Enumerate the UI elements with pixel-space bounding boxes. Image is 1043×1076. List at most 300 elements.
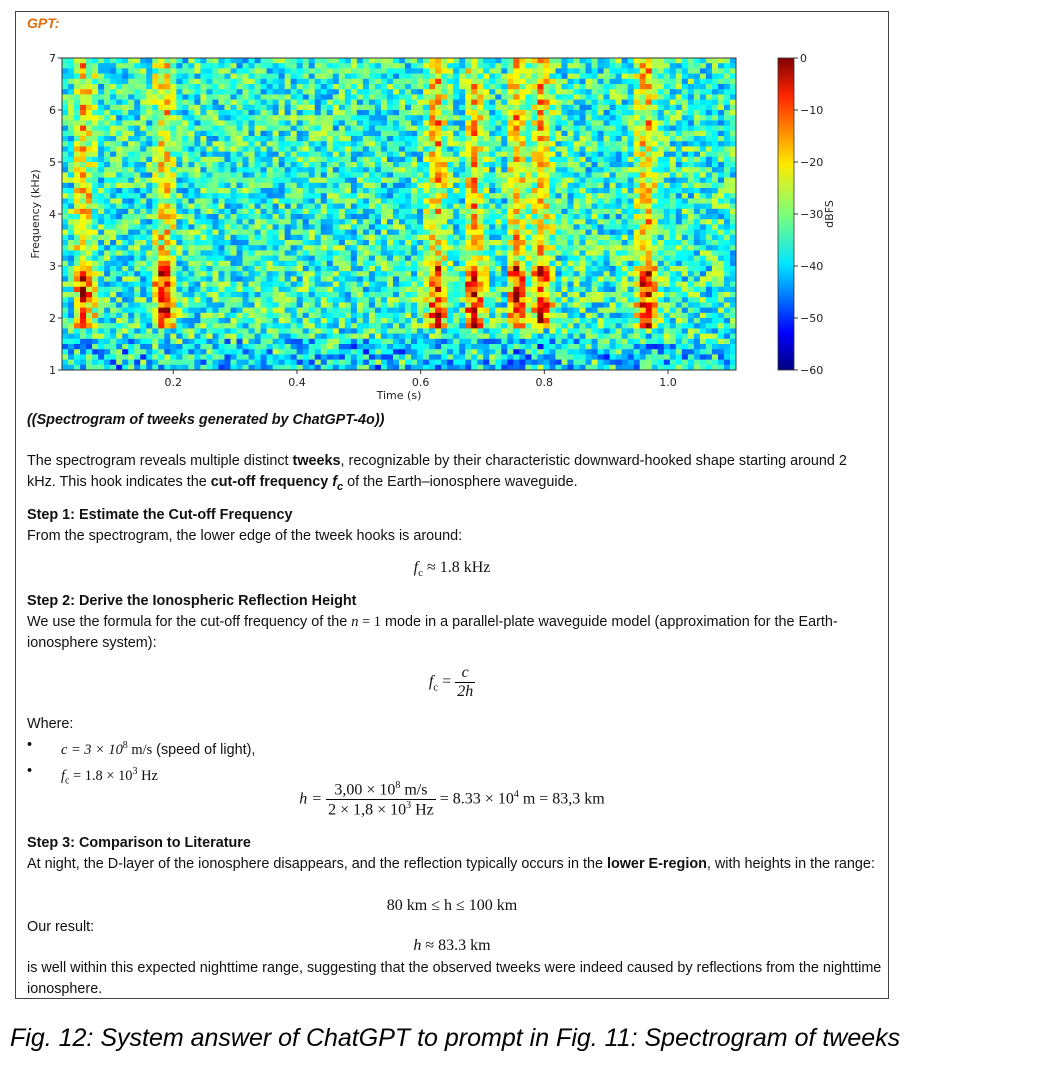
heatmap-cell [477, 219, 483, 225]
heatmap-cell [86, 131, 92, 137]
heatmap-cell [224, 230, 230, 236]
heatmap-cell [387, 146, 393, 152]
heatmap-cell [224, 245, 230, 251]
heatmap-cell [429, 172, 435, 178]
heatmap-cell [465, 224, 471, 230]
heatmap-cell [267, 334, 273, 340]
heatmap-cell [170, 84, 176, 90]
heatmap-cell [405, 146, 411, 152]
heatmap-cell [218, 245, 224, 251]
heatmap-cell [194, 136, 200, 142]
heatmap-cell [465, 157, 471, 163]
heatmap-cell [231, 193, 237, 199]
heatmap-cell [80, 94, 86, 100]
heatmap-cell [561, 115, 567, 121]
heatmap-cell [315, 313, 321, 319]
heatmap-cell [237, 63, 243, 69]
heatmap-cell [393, 204, 399, 210]
heatmap-cell [501, 302, 507, 308]
heatmap-cell [212, 256, 218, 262]
heatmap-cell [381, 105, 387, 111]
heatmap-cell [399, 204, 405, 210]
heatmap-cell [471, 230, 477, 236]
heatmap-cell [417, 328, 423, 334]
heatmap-cell [309, 188, 315, 194]
heatmap-cell [176, 68, 182, 74]
heatmap-cell [170, 188, 176, 194]
heatmap-cell [104, 302, 110, 308]
heatmap-cell [194, 84, 200, 90]
heatmap-cell [399, 297, 405, 303]
heatmap-cell [176, 240, 182, 246]
heatmap-cell [381, 63, 387, 69]
heatmap-cell [513, 204, 519, 210]
heatmap-cell [537, 193, 543, 199]
heatmap-cell [441, 230, 447, 236]
heatmap-cell [68, 204, 74, 210]
heatmap-cell [80, 141, 86, 147]
heatmap-cell [357, 240, 363, 246]
heatmap-cell [243, 302, 249, 308]
heatmap-cell [200, 209, 206, 215]
heatmap-cell [471, 89, 477, 95]
heatmap-cell [98, 313, 104, 319]
heatmap-cell [291, 188, 297, 194]
heatmap-cell [206, 105, 212, 111]
heatmap-cell [231, 178, 237, 184]
heatmap-cell [429, 334, 435, 340]
heatmap-cell [170, 146, 176, 152]
heatmap-cell [62, 63, 68, 69]
heatmap-cell [501, 250, 507, 256]
heatmap-cell [399, 198, 405, 204]
heatmap-cell [351, 157, 357, 163]
heatmap-cell [423, 110, 429, 116]
heatmap-cell [224, 157, 230, 163]
heatmap-cell [483, 178, 489, 184]
heatmap-cell [285, 219, 291, 225]
heatmap-cell [471, 100, 477, 106]
heatmap-cell [429, 240, 435, 246]
heatmap-cell [285, 105, 291, 111]
heatmap-cell [345, 100, 351, 106]
heatmap-cell [158, 120, 164, 126]
heatmap-cell [459, 79, 465, 85]
heatmap-cell [525, 271, 531, 277]
heatmap-cell [339, 126, 345, 132]
heatmap-cell [453, 178, 459, 184]
heatmap-cell [381, 74, 387, 80]
heatmap-cell [537, 209, 543, 215]
heatmap-cell [297, 193, 303, 199]
heatmap-cell [321, 178, 327, 184]
heatmap-cell [164, 266, 170, 272]
heatmap-cell [188, 344, 194, 350]
heatmap-cell [237, 141, 243, 147]
heatmap-cell [188, 271, 194, 277]
heatmap-cell [285, 339, 291, 345]
heatmap-cell [243, 94, 249, 100]
heatmap-cell [206, 131, 212, 137]
heatmap-cell [315, 94, 321, 100]
heatmap-cell [255, 344, 261, 350]
heatmap-cell [513, 157, 519, 163]
heatmap-cell [525, 276, 531, 282]
heatmap-cell [495, 313, 501, 319]
heatmap-cell [291, 74, 297, 80]
heatmap-cell [465, 167, 471, 173]
heatmap-cell [315, 209, 321, 215]
heatmap-cell [387, 230, 393, 236]
heatmap-cell [206, 115, 212, 121]
heatmap-cell [68, 79, 74, 85]
heatmap-cell [321, 292, 327, 298]
heatmap-cell [471, 94, 477, 100]
heatmap-cell [423, 136, 429, 142]
heatmap-cell [224, 323, 230, 329]
heatmap-cell [435, 58, 441, 64]
heatmap-cell [489, 167, 495, 173]
heatmap-cell [345, 136, 351, 142]
heatmap-cell [128, 250, 134, 256]
heatmap-cell [116, 152, 122, 158]
heatmap-cell [417, 313, 423, 319]
heatmap-cell [158, 167, 164, 173]
heatmap-cell [465, 245, 471, 251]
heatmap-cell [74, 308, 80, 314]
heatmap-cell [513, 84, 519, 90]
heatmap-cell [152, 328, 158, 334]
heatmap-cell [345, 126, 351, 132]
heatmap-cell [507, 214, 513, 220]
heatmap-cell [357, 157, 363, 163]
heatmap-cell [182, 271, 188, 277]
heatmap-cell [315, 74, 321, 80]
heatmap-cell [453, 58, 459, 64]
heatmap-cell [429, 110, 435, 116]
heatmap-cell [525, 261, 531, 267]
heatmap-cell [80, 193, 86, 199]
heatmap-cell [477, 152, 483, 158]
heatmap-cell [531, 287, 537, 293]
heatmap-cell [405, 344, 411, 350]
heatmap-cell [243, 224, 249, 230]
heatmap-cell [429, 219, 435, 225]
heatmap-cell [441, 167, 447, 173]
heatmap-cell [489, 323, 495, 329]
heatmap-cell [146, 131, 152, 137]
heatmap-cell [249, 136, 255, 142]
heatmap-cell [417, 94, 423, 100]
heatmap-cell [152, 230, 158, 236]
heatmap-cell [182, 328, 188, 334]
heatmap-cell [513, 334, 519, 340]
heatmap-cell [399, 271, 405, 277]
heatmap-cell [188, 240, 194, 246]
heatmap-cell [405, 250, 411, 256]
heatmap-cell [122, 198, 128, 204]
heatmap-cell [423, 224, 429, 230]
heatmap-cell [74, 74, 80, 80]
heatmap-cell [194, 354, 200, 360]
heatmap-cell [158, 271, 164, 277]
heatmap-cell [194, 193, 200, 199]
heatmap-cell [423, 318, 429, 324]
heatmap-cell [549, 339, 555, 345]
heatmap-cell [411, 308, 417, 314]
heatmap-cell [164, 162, 170, 168]
heatmap-cell [417, 110, 423, 116]
heatmap-cell [333, 84, 339, 90]
heatmap-cell [411, 198, 417, 204]
heatmap-cell [351, 183, 357, 189]
heatmap-cell [224, 282, 230, 288]
heatmap-cell [429, 318, 435, 324]
heatmap-cell [495, 74, 501, 80]
heatmap-cell [237, 344, 243, 350]
heatmap-cell [291, 230, 297, 236]
heatmap-cell [128, 100, 134, 106]
heatmap-cell [447, 136, 453, 142]
heatmap-cell [459, 152, 465, 158]
heatmap-cell [279, 136, 285, 142]
heatmap-cell [218, 58, 224, 64]
heatmap-cell [543, 214, 549, 220]
heatmap-cell [429, 313, 435, 319]
heatmap-cell [501, 63, 507, 69]
heatmap-cell [104, 235, 110, 241]
heatmap-cell [555, 313, 561, 319]
heatmap-cell [333, 79, 339, 85]
heatmap-cell [465, 323, 471, 329]
heatmap-cell [224, 266, 230, 272]
heatmap-cell [158, 68, 164, 74]
heatmap-cell [146, 271, 152, 277]
heatmap-cell [249, 282, 255, 288]
heatmap-cell [176, 141, 182, 147]
heatmap-cell [321, 287, 327, 293]
heatmap-cell [321, 198, 327, 204]
heatmap-cell [110, 204, 116, 210]
heatmap-cell [243, 230, 249, 236]
heatmap-cell [194, 74, 200, 80]
heatmap-cell [543, 240, 549, 246]
heatmap-cell [279, 178, 285, 184]
heatmap-cell [297, 323, 303, 329]
heatmap-cell [321, 94, 327, 100]
heatmap-cell [128, 157, 134, 163]
heatmap-cell [74, 266, 80, 272]
heatmap-cell [345, 302, 351, 308]
heatmap-cell [435, 308, 441, 314]
heatmap-cell [188, 141, 194, 147]
heatmap-cell [98, 120, 104, 126]
heatmap-cell [237, 204, 243, 210]
heatmap-cell [164, 167, 170, 173]
heatmap-cell [357, 297, 363, 303]
heatmap-cell [218, 313, 224, 319]
heatmap-cell [495, 219, 501, 225]
heatmap-cell [62, 89, 68, 95]
heatmap-cell [399, 188, 405, 194]
heatmap-cell [429, 89, 435, 95]
heatmap-cell [249, 287, 255, 293]
heatmap-cell [74, 360, 80, 366]
heatmap-cell [441, 308, 447, 314]
heatmap-cell [212, 266, 218, 272]
heatmap-cell [98, 167, 104, 173]
heatmap-cell [164, 313, 170, 319]
heatmap-cell [80, 157, 86, 163]
heatmap-cell [146, 105, 152, 111]
heatmap-cell [423, 178, 429, 184]
heatmap-cell [309, 89, 315, 95]
heatmap-cell [453, 74, 459, 80]
heatmap-cell [375, 84, 381, 90]
heatmap-cell [267, 308, 273, 314]
heatmap-cell [417, 167, 423, 173]
heatmap-cell [345, 219, 351, 225]
heatmap-cell [98, 250, 104, 256]
heatmap-cell [321, 250, 327, 256]
heatmap-cell [471, 287, 477, 293]
heatmap-cell [74, 328, 80, 334]
heatmap-cell [140, 318, 146, 324]
heatmap-cell [273, 110, 279, 116]
heatmap-cell [483, 152, 489, 158]
heatmap-cell [543, 63, 549, 69]
heatmap-cell [80, 105, 86, 111]
heatmap-cell [140, 178, 146, 184]
heatmap-cell [453, 240, 459, 246]
heatmap-cell [194, 261, 200, 267]
heatmap-cell [483, 100, 489, 106]
heatmap-cell [231, 276, 237, 282]
heatmap-cell [176, 198, 182, 204]
heatmap-cell [555, 339, 561, 345]
heatmap-cell [561, 84, 567, 90]
heatmap-cell [525, 318, 531, 324]
heatmap-cell [321, 256, 327, 262]
heatmap-cell [411, 245, 417, 251]
heatmap-cell [531, 167, 537, 173]
heatmap-cell [261, 214, 267, 220]
heatmap-cell [531, 328, 537, 334]
heatmap-cell [381, 344, 387, 350]
heatmap-cell [375, 141, 381, 147]
heatmap-cell [357, 63, 363, 69]
heatmap-cell [393, 214, 399, 220]
heatmap-cell [411, 354, 417, 360]
heatmap-cell [267, 349, 273, 355]
heatmap-cell [423, 235, 429, 241]
heatmap-cell [549, 209, 555, 215]
heatmap-cell [477, 271, 483, 277]
heatmap-cell [459, 172, 465, 178]
heatmap-cell [224, 339, 230, 345]
heatmap-cell [519, 204, 525, 210]
heatmap-cell [393, 349, 399, 355]
heatmap-cell [140, 204, 146, 210]
heatmap-cell [429, 136, 435, 142]
heatmap-cell [393, 323, 399, 329]
heatmap-cell [92, 266, 98, 272]
heatmap-cell [86, 261, 92, 267]
heatmap-cell [182, 131, 188, 137]
heatmap-cell [405, 209, 411, 215]
heatmap-cell [218, 334, 224, 340]
heatmap-cell [110, 344, 116, 350]
heatmap-cell [387, 318, 393, 324]
heatmap-cell [80, 100, 86, 106]
heatmap-cell [261, 354, 267, 360]
heatmap-cell [363, 183, 369, 189]
heatmap-cell [243, 198, 249, 204]
heatmap-cell [212, 276, 218, 282]
heatmap-cell [459, 235, 465, 241]
heatmap-cell [549, 152, 555, 158]
heatmap-cell [104, 115, 110, 121]
heatmap-cell [327, 146, 333, 152]
heatmap-cell [417, 84, 423, 90]
heatmap-cell [531, 105, 537, 111]
heatmap-cell [164, 209, 170, 215]
heatmap-cell [243, 126, 249, 132]
heatmap-cell [531, 58, 537, 64]
heatmap-cell [513, 266, 519, 272]
heatmap-cell [231, 183, 237, 189]
heatmap-cell [333, 334, 339, 340]
heatmap-cell [182, 276, 188, 282]
heatmap-cell [80, 131, 86, 137]
heatmap-cell [369, 146, 375, 152]
heatmap-cell [279, 79, 285, 85]
heatmap-cell [237, 349, 243, 355]
heatmap-cell [218, 292, 224, 298]
heatmap-cell [297, 240, 303, 246]
heatmap-cell [279, 261, 285, 267]
heatmap-cell [255, 141, 261, 147]
heatmap-cell [98, 141, 104, 147]
heatmap-cell [285, 266, 291, 272]
heatmap-cell [231, 204, 237, 210]
heatmap-cell [182, 68, 188, 74]
heatmap-cell [116, 110, 122, 116]
heatmap-cell [543, 323, 549, 329]
heatmap-cell [351, 63, 357, 69]
heatmap-cell [411, 302, 417, 308]
heatmap-cell [351, 334, 357, 340]
heatmap-cell [411, 188, 417, 194]
heatmap-cell [170, 209, 176, 215]
heatmap-cell [309, 141, 315, 147]
heatmap-cell [483, 84, 489, 90]
heatmap-cell [483, 89, 489, 95]
heatmap-cell [333, 282, 339, 288]
heatmap-cell [212, 63, 218, 69]
heatmap-cell [423, 245, 429, 251]
heatmap-cell [465, 131, 471, 137]
heatmap-cell [363, 157, 369, 163]
heatmap-cell [212, 126, 218, 132]
heatmap-cell [417, 152, 423, 158]
heatmap-cell [140, 146, 146, 152]
heatmap-cell [146, 188, 152, 194]
heatmap-cell [116, 79, 122, 85]
heatmap-cell [140, 256, 146, 262]
heatmap-cell [327, 193, 333, 199]
heatmap-cell [128, 334, 134, 340]
